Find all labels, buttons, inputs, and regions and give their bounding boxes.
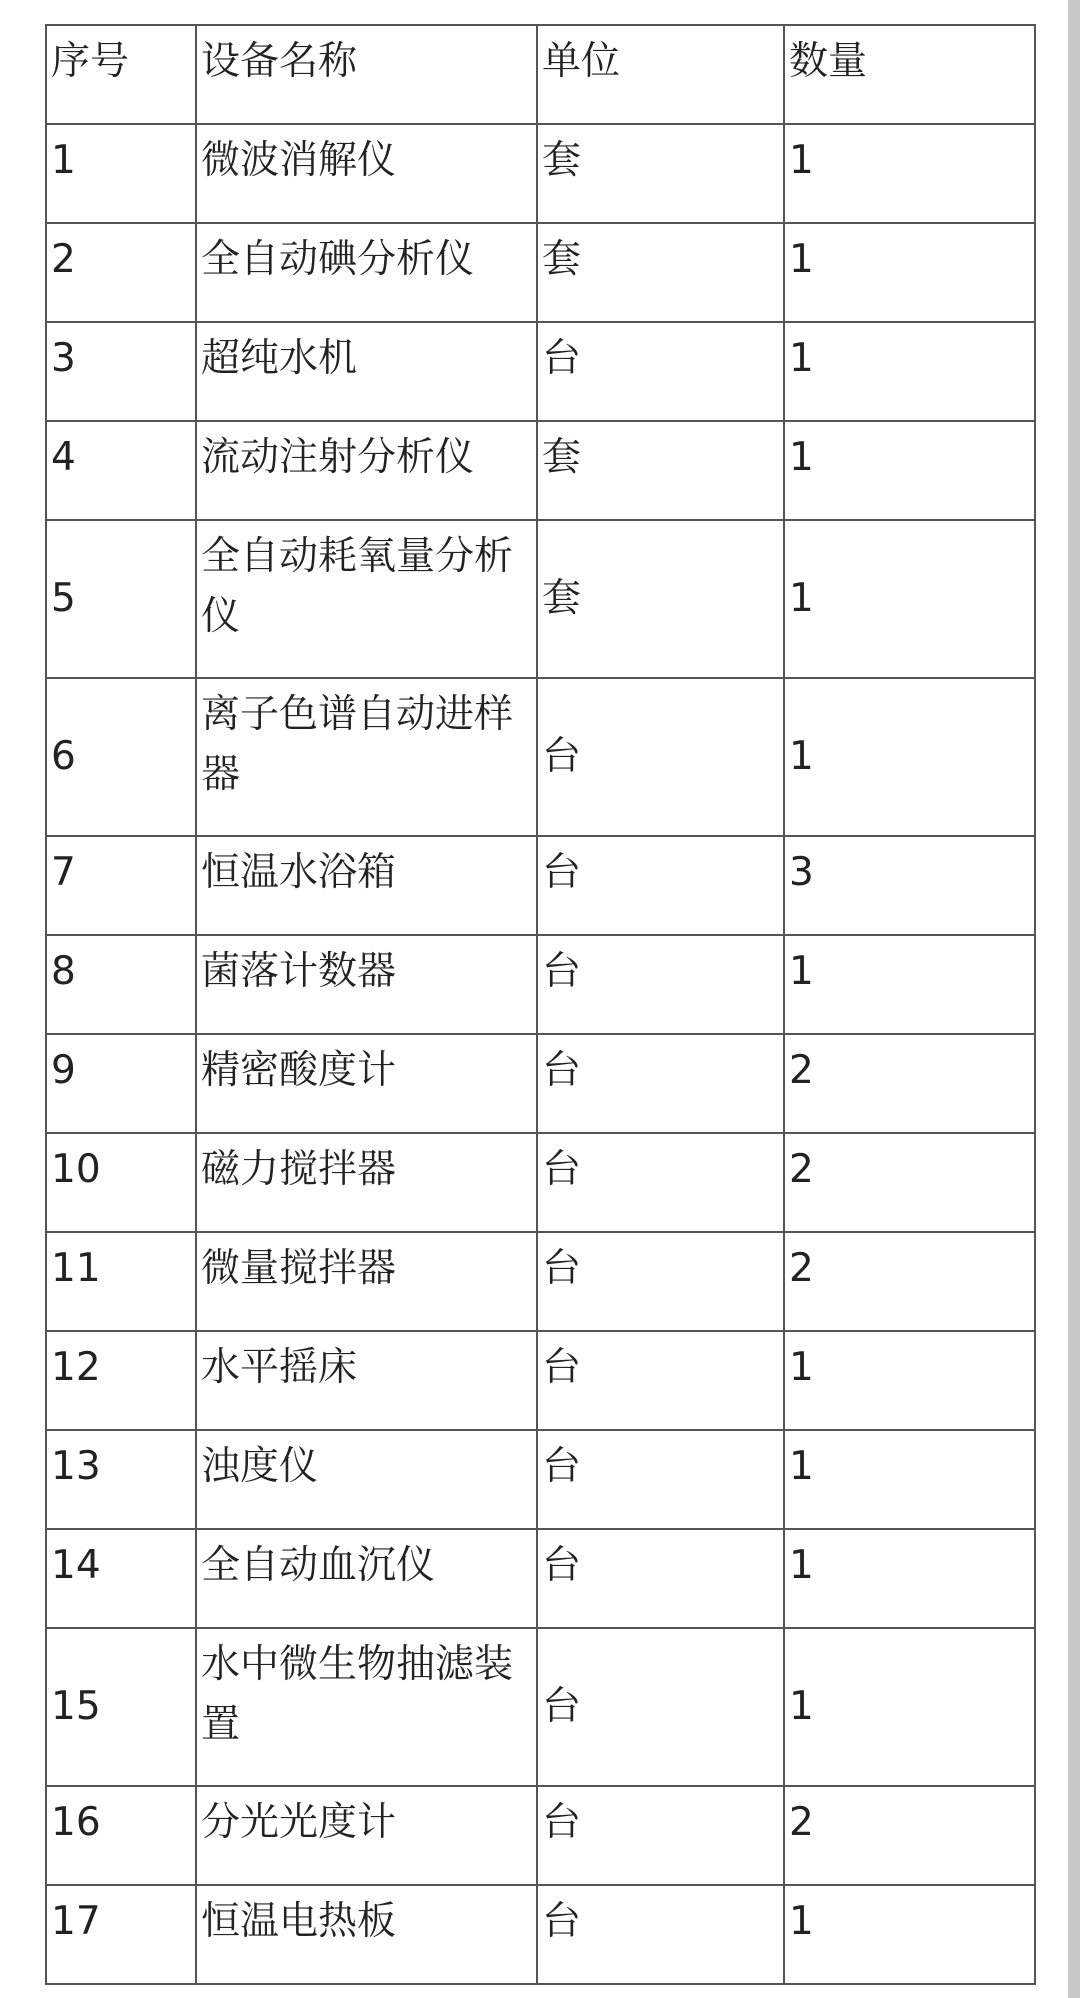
cell-qty: 3 <box>784 836 1035 935</box>
cell-no: 13 <box>46 1430 196 1529</box>
table-header-row <box>46 25 1035 124</box>
cell-name: 磁力搅拌器 <box>196 1133 537 1232</box>
table-row <box>46 1331 1035 1430</box>
table-row <box>46 1232 1035 1331</box>
cell-qty: 1 <box>784 1529 1035 1628</box>
table-row <box>46 421 1035 520</box>
cell-name: 浊度仪 <box>196 1430 537 1529</box>
cell-qty: 1 <box>784 1628 1035 1786</box>
cell-qty: 1 <box>784 520 1035 678</box>
cell-unit: 台 <box>537 1529 784 1628</box>
cell-qty: 1 <box>784 1885 1035 1984</box>
table-row <box>46 1885 1035 1984</box>
cell-no: 5 <box>46 520 196 678</box>
cell-no: 17 <box>46 1885 196 1984</box>
cell-qty: 1 <box>784 322 1035 421</box>
table-row <box>46 836 1035 935</box>
cell-name: 微波消解仪 <box>196 124 537 223</box>
cell-unit: 台 <box>537 678 784 836</box>
cell-unit: 套 <box>537 520 784 678</box>
cell-unit: 台 <box>537 1331 784 1430</box>
cell-no: 11 <box>46 1232 196 1331</box>
cell-unit: 台 <box>537 1034 784 1133</box>
cell-qty: 2 <box>784 1133 1035 1232</box>
cell-qty: 1 <box>784 1331 1035 1430</box>
cell-name: 水平摇床 <box>196 1331 537 1430</box>
table-row <box>46 678 1035 836</box>
table-row <box>46 322 1035 421</box>
cell-qty: 1 <box>784 935 1035 1034</box>
cell-no: 6 <box>46 678 196 836</box>
cell-qty: 1 <box>784 678 1035 836</box>
cell-qty: 1 <box>784 223 1035 322</box>
cell-unit: 台 <box>537 836 784 935</box>
cell-name: 菌落计数器 <box>196 935 537 1034</box>
header-cell-unit: 单位 <box>537 25 784 124</box>
cell-unit: 套 <box>537 223 784 322</box>
cell-name: 恒温水浴箱 <box>196 836 537 935</box>
cell-unit: 台 <box>537 322 784 421</box>
cell-name: 水中微生物抽滤装置 <box>196 1628 537 1786</box>
cell-no: 2 <box>46 223 196 322</box>
header-cell-no: 序号 <box>46 25 196 124</box>
cell-name: 全自动碘分析仪 <box>196 223 537 322</box>
table-row <box>46 1529 1035 1628</box>
cell-no: 10 <box>46 1133 196 1232</box>
table-row <box>46 1034 1035 1133</box>
cell-no: 9 <box>46 1034 196 1133</box>
table-row <box>46 1430 1035 1529</box>
cell-name: 精密酸度计 <box>196 1034 537 1133</box>
table-row <box>46 1133 1035 1232</box>
cell-name: 分光光度计 <box>196 1786 537 1885</box>
cell-no: 15 <box>46 1628 196 1786</box>
cell-no: 8 <box>46 935 196 1034</box>
cell-name: 流动注射分析仪 <box>196 421 537 520</box>
cell-qty: 1 <box>784 421 1035 520</box>
cell-name: 全自动血沉仪 <box>196 1529 537 1628</box>
cell-unit: 套 <box>537 421 784 520</box>
cell-name: 微量搅拌器 <box>196 1232 537 1331</box>
table-row <box>46 1786 1035 1885</box>
cell-qty: 1 <box>784 1430 1035 1529</box>
cell-name: 离子色谱自动进样器 <box>196 678 537 836</box>
equipment-table-body <box>46 25 1035 1984</box>
cell-no: 7 <box>46 836 196 935</box>
cell-no: 14 <box>46 1529 196 1628</box>
cell-name: 超纯水机 <box>196 322 537 421</box>
table-row <box>46 935 1035 1034</box>
cell-unit: 台 <box>537 1786 784 1885</box>
header-cell-name: 设备名称 <box>196 25 537 124</box>
cell-qty: 1 <box>784 124 1035 223</box>
cell-name: 恒温电热板 <box>196 1885 537 1984</box>
cell-qty: 2 <box>784 1232 1035 1331</box>
cell-unit: 套 <box>537 124 784 223</box>
cell-no: 3 <box>46 322 196 421</box>
cell-qty: 2 <box>784 1786 1035 1885</box>
table-row <box>46 124 1035 223</box>
cell-no: 16 <box>46 1786 196 1885</box>
cell-name: 全自动耗氧量分析仪 <box>196 520 537 678</box>
cell-no: 1 <box>46 124 196 223</box>
cell-no: 4 <box>46 421 196 520</box>
equipment-table <box>45 24 1036 1985</box>
cell-no: 12 <box>46 1331 196 1430</box>
cell-unit: 台 <box>537 1133 784 1232</box>
table-row <box>46 223 1035 322</box>
scrollbar-track[interactable] <box>1068 0 1080 1998</box>
cell-qty: 2 <box>784 1034 1035 1133</box>
cell-unit: 台 <box>537 1885 784 1984</box>
cell-unit: 台 <box>537 1232 784 1331</box>
header-cell-qty: 数量 <box>784 25 1035 124</box>
table-row <box>46 520 1035 678</box>
table-row <box>46 1628 1035 1786</box>
cell-unit: 台 <box>537 1628 784 1786</box>
cell-unit: 台 <box>537 935 784 1034</box>
cell-unit: 台 <box>537 1430 784 1529</box>
